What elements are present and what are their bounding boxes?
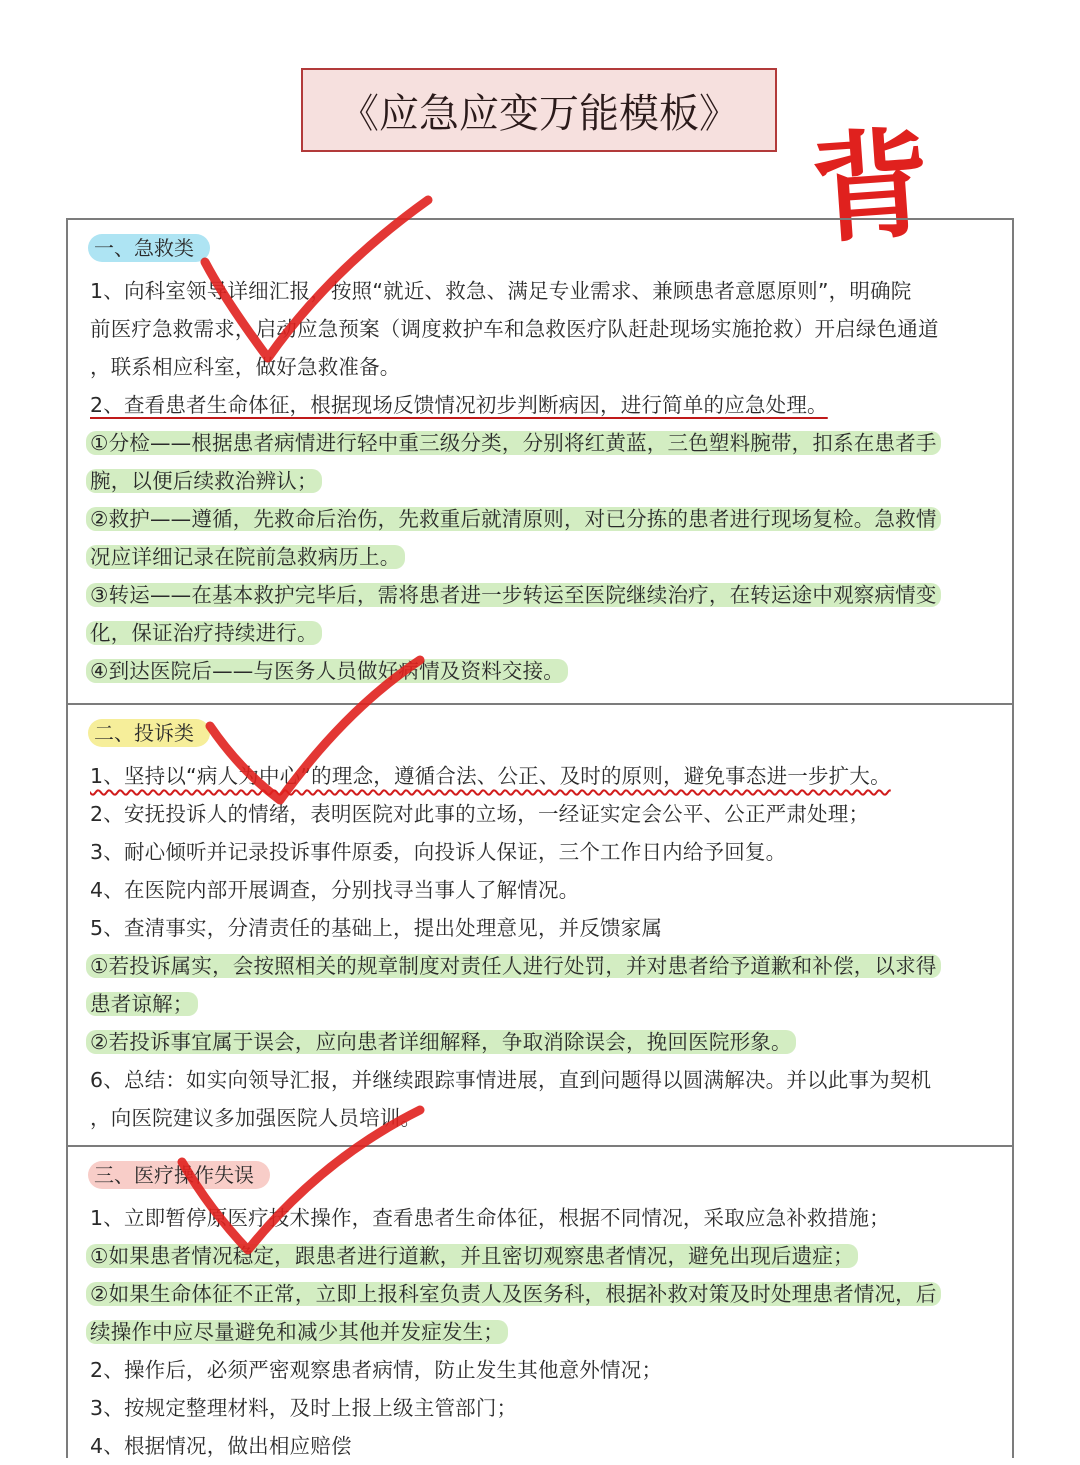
text-line: 5、查清事实，分清责任的基础上，提出处理意见，并反馈家属 (90, 916, 663, 940)
page-title: 《应急应变万能模板》 (301, 68, 777, 152)
text-line: 2、操作后，必须严密观察患者病情，防止发生其他意外情况； (90, 1358, 663, 1382)
text-line (90, 1281, 941, 1307)
section-complaint (68, 703, 1012, 1145)
text-line: 2、查看患者生命体征，根据现场反馈情况初步判断病因，进行简单的应急处理。 (90, 393, 828, 417)
highlighted-text: ③转运——在基本救护完毕后，需将患者进一步转运至医院继续治疗，在转运途中观察病情变 (86, 583, 941, 607)
section-tag: 二、投诉类 (88, 719, 210, 747)
text-line: 3、按规定整理材料，及时上报上级主管部门； (90, 1396, 518, 1420)
text-line: 4、根据情况，做出相应赔偿 (90, 1434, 352, 1458)
text-line (90, 430, 941, 456)
highlighted-text: 腕，以便后续救治辨认； (86, 469, 322, 493)
text-line (90, 953, 941, 979)
text-line: ，向医院建议多加强医院人员培训。 (90, 1106, 422, 1130)
text-line: 3、耐心倾听并记录投诉事件原委，向投诉人保证，三个工作日内给予回复。 (90, 840, 787, 864)
text-line: 前医疗急救需求，启动应急预案（调度救护车和急救医疗队赶赴现场实施抢救）开启绿色通道 (90, 317, 939, 341)
highlighted-text: 况应详细记录在院前急救病历上。 (86, 545, 405, 569)
text-line (90, 991, 198, 1017)
highlighted-text: 化，保证治疗持续进行。 (86, 621, 322, 645)
text-line: 1、立即暂停原医疗技术操作，查看患者生命体征，根据不同情况，采取应急补救措施； (90, 1206, 890, 1230)
text-line (90, 1243, 858, 1269)
text-line (90, 506, 941, 532)
highlighted-text: ①若投诉属实，会按照相关的规章制度对责任人进行处罚，并对患者给予道歉和补偿，以求得 (86, 954, 941, 978)
text-line (90, 1029, 796, 1055)
text-line (90, 468, 322, 494)
highlighted-text: ②若投诉事宜属于误会，应向患者详细解释，争取消除误会，挽回医院形象。 (86, 1030, 796, 1054)
highlighted-text: 患者谅解； (86, 992, 198, 1016)
text-line (90, 582, 941, 608)
highlighted-text: 续操作中应尽量避免和减少其他并发症发生； (86, 1320, 508, 1344)
section-tag: 一、急救类 (88, 234, 210, 262)
section-emergency (68, 220, 1012, 703)
highlighted-text: ①如果患者情况稳定，跟患者进行道歉，并且密切观察患者情况，避免出现后遗症； (86, 1244, 858, 1268)
section-tag: 三、医疗操作失误 (88, 1161, 270, 1189)
text-line: 1、坚持以“病人为中心”的理念，遵循合法、公正、及时的原则，避免事态进一步扩大。 (90, 764, 891, 788)
highlighted-text: ④到达医院后——与医务人员做好病情及资料交接。 (86, 659, 568, 683)
text-line: 6、总结：如实向领导汇报，并继续跟踪事情进展，直到问题得以圆满解决。并以此事为契机 (90, 1068, 932, 1092)
text-line: ，联系相应科室，做好急救准备。 (90, 355, 401, 379)
handwritten-note: 背 (807, 113, 935, 260)
highlighted-text: ①分检——根据患者病情进行轻中重三级分类，分别将红黄蓝，三色塑料腕带，扣系在患者手 (86, 431, 941, 455)
text-line: 2、安抚投诉人的情绪，表明医院对此事的立场，一经证实定会公平、公正严肃处理； (90, 802, 870, 826)
highlighted-text: ②如果生命体征不正常，立即上报科室负责人及医务科，根据补救对策及时处理患者情况，后 (86, 1282, 941, 1306)
text-line (90, 658, 568, 684)
section-medical-error (68, 1145, 1012, 1465)
text-line (90, 620, 322, 646)
text-line: 4、在医院内部开展调查，分别找寻当事人了解情况。 (90, 878, 580, 902)
text-line: 1、向科室领导详细汇报，按照“就近、救急、满足专业需求、兼顾患者意愿原则”，明确院 (90, 279, 912, 303)
text-line (90, 1319, 508, 1345)
highlighted-text: ②救护——遵循，先救命后治伤，先救重后就清原则，对已分拣的患者进行现场复检。急救情 (86, 507, 941, 531)
content-frame (66, 218, 1014, 1458)
text-line (90, 544, 405, 570)
